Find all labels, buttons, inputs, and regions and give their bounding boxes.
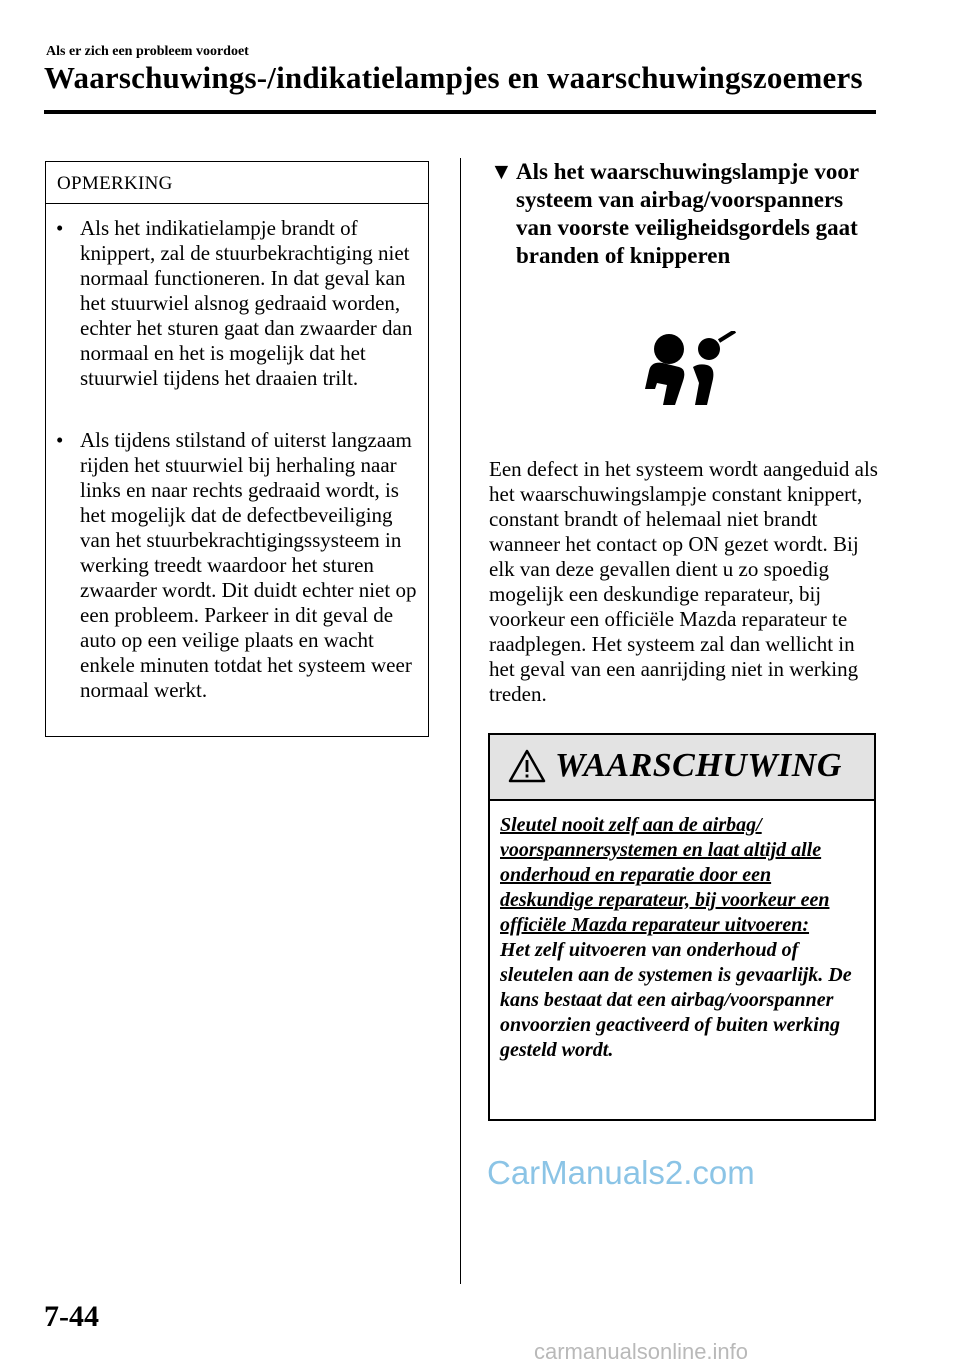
site-watermark: carmanualsonline.info [534,1339,749,1364]
warning-triangle-icon [508,749,546,788]
section-heading-text: Als het waarschuwingslampje voor systeem van airbag/voorspanners van voorste veiligheidsgordels gaat branden of knipperen [516,159,859,268]
bullet-dot: • [56,216,64,240]
bullet-dot: • [56,428,64,452]
warning-body [500,813,866,1063]
section-label: Als er zich een probleem voordoet [46,44,249,59]
title-rule [44,110,876,114]
note-box [45,161,429,737]
note-bullet-item [56,216,426,391]
column-divider [460,158,461,1284]
note-bullet-text: Als tijdens stilstand of uiterst langzaam rijden het stuurwiel bij herhaling naar links en naar rechts gedraaid wordt, is het mogelijk dat de defectbeveiliging van het stuurbekrachtigingssysteem in werking treedt waardoor het sturen zwaarder wordt. Dit duidt echter niet op een probleem. Parkeer in dit geval de auto op een veilige plaats en wacht enkele minuten totdat het systeem weer normaal werkt. [80,428,417,702]
watermark-logo: CarManuals2.com [487,1154,755,1191]
note-bullet-text: Als het indikatielampje brandt of knippert, zal de stuurbekrachtiging niet normaal functioneren. In dat geval kan het stuurwiel alsnog gedraaid worden, echter het sturen gaat dan zwaarder dan normaal en het is mogelijk dat het stuurwiel tijdens het draaien trilt. [80,216,413,390]
page-title: Waarschuwings-/indikatielampjes en waarschuwingszoemers [44,60,863,95]
section-marker-icon: ▼ [490,159,513,184]
warning-title: WAARSCHUWING [555,747,842,784]
page-number: 7-44 [44,1300,99,1333]
warning-box [488,733,876,1121]
section-body: Een defect in het systeem wordt aangeduid als het waarschuwingslampje constant knippert, constant brandt of helemaal niet brandt wanneer het contact op ON gezet wordt. Bij elk van deze gevallen dient u zo spoedig mogelijk een deskundige reparateur, bij voorkeur een officiële Mazda reparateur te raadplegen. Het systeem zal dan wellicht in het geval van een aanrijding niet in werking treden. [489,457,878,706]
warning-header [490,735,874,801]
note-bullet-item [56,428,426,703]
section-heading [490,158,880,270]
warning-text: Het zelf uitvoeren van onderhoud of sleutelen aan de systemen is gevaarlijk. De kans bestaat dat een airbag/voorspanner onvoorzien geactiveerd of buiten werking gesteld wordt. [500,939,852,1061]
airbag-warning-icon [643,331,739,412]
note-header [46,162,428,204]
warning-underlined-text: Sleutel nooit zelf aan de airbag/ voorspannersystemen en laat altijd alle onderhoud en reparatie door een deskundige reparateur, bij voorkeur een officiële Mazda reparateur uitvoeren: [500,814,830,936]
note-heading: OPMERKING [57,173,173,194]
